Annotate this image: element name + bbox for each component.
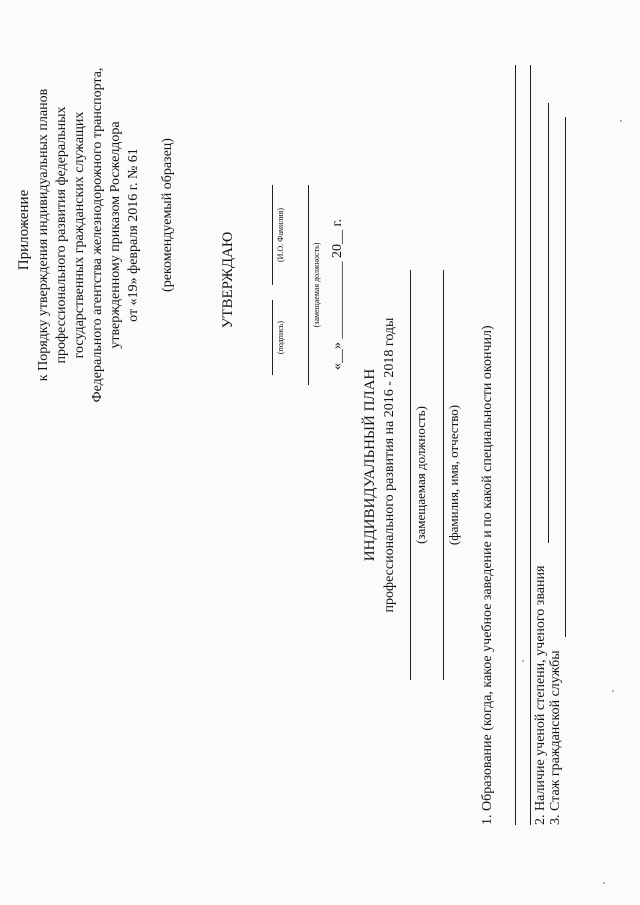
plan-position-line: [410, 270, 411, 680]
appendix-line-3: государственных гражданских служащих: [72, 111, 87, 359]
recommended-sample-label: (рекомендуемый образец): [160, 138, 175, 292]
approval-date-line: «__» ___________ 20__ г.: [330, 218, 345, 370]
approver-position-line: [308, 185, 309, 385]
scan-speck: [603, 882, 605, 884]
appendix-line-5: утвержденному приказом Росжелдора: [108, 121, 123, 349]
scan-speck: [612, 690, 614, 692]
plan-position-caption: (замещаемая должность): [413, 406, 428, 544]
scan-speck: [522, 660, 524, 662]
signature-caption: (подпись): [276, 320, 285, 355]
name-caption: (И.О. Фамилия): [276, 207, 285, 263]
appendix-title: Приложение: [16, 189, 32, 271]
appendix-line-1: к Порядку утверждения индивидуальных планов: [36, 88, 51, 382]
plan-subtitle: профессионального развития на 2016 - 2018 годы: [382, 317, 397, 613]
education-line-2: [530, 65, 531, 825]
service-answer-line: [565, 117, 566, 637]
item-education: 1. Образование (когда, какое учебное заведение и по какой специальности окончил): [480, 325, 495, 825]
education-line-1: [515, 65, 516, 825]
signature-line: [272, 300, 273, 375]
approver-position-caption: (замещаемая должность): [312, 242, 321, 328]
appendix-line-4: Федерального агентства железнодорожного транспорта,: [90, 67, 105, 403]
degree-answer-line: [548, 103, 549, 543]
plan-name-line: [443, 270, 444, 680]
plan-title: ИНДИВИДУАЛЬНЫЙ ПЛАН: [362, 368, 378, 562]
appendix-line-2: профессионального развития федеральных: [54, 106, 69, 364]
scan-speck: [620, 120, 622, 122]
approve-title: УТВЕРЖДАЮ: [220, 231, 236, 329]
appendix-line-6: от «19» февраля 2016 г. № 61: [126, 148, 141, 322]
name-line: [272, 185, 273, 285]
plan-name-caption: (фамилия, имя, отчество): [446, 404, 461, 546]
item-degree: 2. Наличие ученой степени, ученого звания: [533, 565, 548, 825]
item-service: 3. Стаж гражданской службы: [548, 650, 563, 825]
